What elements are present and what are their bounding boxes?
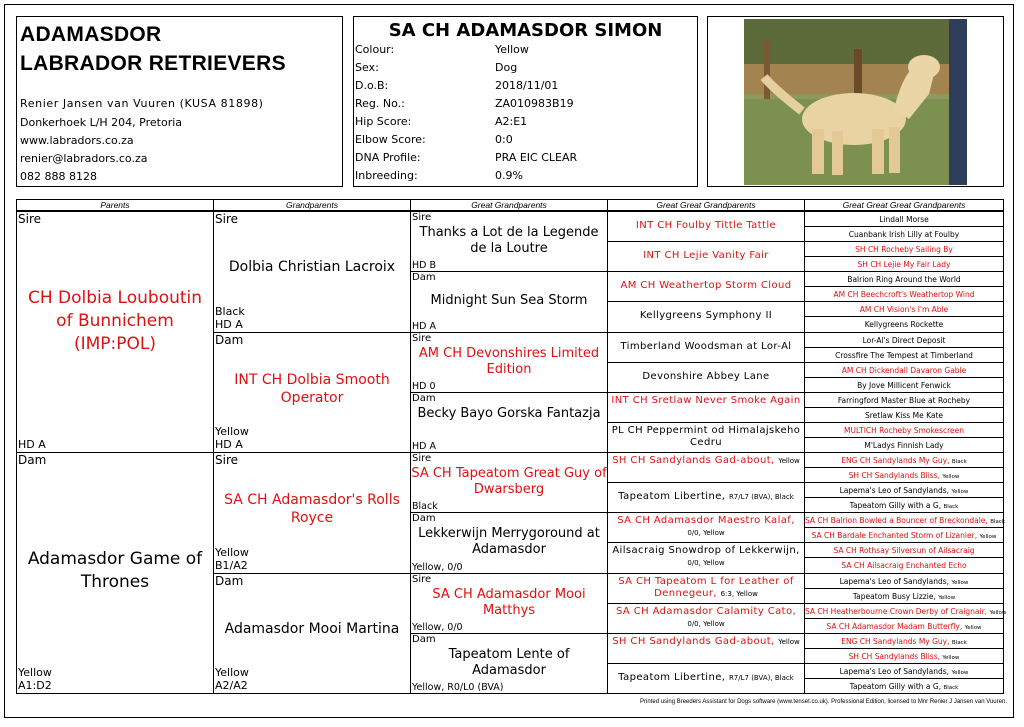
gg-grandparent-text: Timberland Woodsman at Lor-Al <box>620 340 792 352</box>
pedigree-cell[interactable] <box>804 256 1004 272</box>
grandparent-score: HD A <box>215 438 243 451</box>
grandparent-score: B1/A2 <box>215 558 248 572</box>
address: Donkerhoek L/H 204, Pretoria <box>20 116 183 129</box>
pedigree-cell[interactable] <box>607 211 805 242</box>
pedigree-cell[interactable] <box>804 226 1004 242</box>
great-grandparent-role: Dam <box>412 513 436 525</box>
ggg-grandparent-text: Crossfire The Tempest at Timberland <box>835 350 973 360</box>
dog-field-label: D.o.B: <box>355 79 389 92</box>
gg-grandparent-name[interactable] <box>608 545 804 569</box>
gg-grandparent-text: INT CH Sretlaw Never Smoke Again <box>611 394 801 406</box>
gg-grandparent-text: INT CH Foulby Tittle Tattle <box>635 220 777 231</box>
ggg-grandparent-name[interactable] <box>805 592 1003 603</box>
gg-grandparent-text: AM CH Weathertop Storm Cloud <box>620 280 792 292</box>
ggg-grandparent-sub: Black <box>951 639 967 646</box>
pedigree-cell[interactable] <box>213 452 411 574</box>
pedigree-cell[interactable] <box>804 467 1004 483</box>
ggg-grandparent-text: ENG CH Sandylands My Guy, <box>841 636 950 646</box>
pedigree-cell[interactable] <box>804 618 1004 634</box>
gg-grandparent-text: Ailsacraig Snowdrop of Lekkerwijn, <box>612 545 800 557</box>
pedigree-cell[interactable] <box>804 301 1004 317</box>
grandparent-role: Sire <box>215 212 239 226</box>
pedigree-cell[interactable] <box>607 241 805 272</box>
ggg-grandparent-sub: Black <box>943 504 959 511</box>
ggg-grandparent-name[interactable] <box>805 426 1003 436</box>
ggg-grandparent-name[interactable] <box>805 546 1003 556</box>
pedigree-cell[interactable] <box>607 452 805 483</box>
ggg-grandparent-text: SA CH Adamasdor Madam Butterfly, <box>826 621 963 631</box>
grandparent-role: Sire <box>215 453 239 467</box>
grandparent-name[interactable]: SA CH Adamasdor's Rolls Royce <box>224 492 400 526</box>
ggg-grandparent-text: SA CH Bardale Enchanted Storm of Lizanier, <box>811 531 978 541</box>
great-grandparent-name[interactable]: Becky Bayo Gorska Fantazja <box>417 405 601 421</box>
dog-field-label: Colour: <box>355 43 395 56</box>
ggg-grandparent-sub: Yellow <box>938 594 956 601</box>
dog-field-value: ZA010983B19 <box>495 97 574 110</box>
ggg-grandparent-text: Balrion Ring Around the World <box>847 275 961 285</box>
pedigree-cell[interactable] <box>804 648 1004 664</box>
pedigree-cell[interactable] <box>804 211 1004 227</box>
ggg-grandparent-text: Tapeatom Gilly with a G, <box>849 501 942 511</box>
great-grandparent-footnote: HD A <box>412 320 436 332</box>
ggg-grandparent-sub: Yellow <box>989 609 1007 616</box>
ggg-grandparent-sub: Black <box>951 459 967 465</box>
ggg-grandparent-text: Kellygreens Rockette <box>864 320 944 330</box>
gg-grandparent-name[interactable] <box>608 455 804 467</box>
column-header: Great Great Grandparents <box>607 199 805 211</box>
ggg-grandparent-name[interactable] <box>805 561 1003 571</box>
pedigree-cell[interactable] <box>804 482 1004 498</box>
grandparent-name[interactable]: Adamasdor Mooi Martina <box>224 620 400 637</box>
grandparent-score: A2/A2 <box>215 679 248 692</box>
ggg-grandparent-text: SA CH Ailsacraig Enchanted Echo <box>841 561 967 571</box>
pedigree-cell[interactable] <box>804 603 1007 619</box>
ggg-grandparent-text: Lapema's Leo of Sandylands, <box>839 666 950 676</box>
dog-field-label: Hip Score: <box>355 115 412 128</box>
ggg-grandparent-name[interactable] <box>805 471 1003 482</box>
great-grandparent-footnote: Yellow, 0/0 <box>412 561 463 573</box>
ggg-grandparent-name[interactable] <box>805 336 1003 346</box>
ggg-grandparent-text: SH CH Lejie My Fair Lady <box>857 260 951 270</box>
ggg-grandparent-text: SA CH Rothsay Silversun of Ailsacraig <box>833 546 975 556</box>
ggg-grandparent-sub: Black <box>990 519 1006 526</box>
gg-grandparent-sub: Yellow <box>778 457 800 465</box>
ggg-grandparent-name[interactable] <box>805 245 1003 255</box>
pedigree-cell[interactable] <box>410 633 608 694</box>
gg-grandparent-sub: 6:3, Yellow <box>720 589 758 598</box>
pedigree-cell[interactable] <box>804 362 1004 378</box>
ggg-grandparent-name[interactable] <box>805 381 1003 391</box>
ggg-grandparent-name[interactable] <box>805 351 1003 361</box>
ggg-grandparent-sub: Yellow <box>964 624 982 631</box>
dog-field-value: 0:0 <box>495 133 513 146</box>
ggg-grandparent-name[interactable] <box>805 275 1003 285</box>
parent-colour: Yellow <box>18 666 52 679</box>
pedigree-cell[interactable] <box>804 588 1004 604</box>
ggg-grandparent-text: AM CH Vision's I'm Able <box>859 305 949 315</box>
pedigree-cell[interactable] <box>410 573 608 634</box>
ggg-grandparent-text: AM CH Dickendall Davaron Gable <box>841 365 967 375</box>
great-grandparent-role: Sire <box>412 453 432 464</box>
gg-grandparent-name[interactable] <box>608 636 804 648</box>
great-grandparent-name[interactable]: Thanks a Lot de la Legende de la Loutre <box>419 225 599 256</box>
ggg-grandparent-text: Sretlaw Kiss Me Kate <box>864 410 944 420</box>
dog-field-value: Yellow <box>495 43 529 56</box>
ggg-grandparent-text: Farringford Master Blue at Rocheby <box>837 395 971 405</box>
pedigree-cell[interactable] <box>607 542 805 573</box>
pedigree-cell[interactable] <box>804 316 1004 332</box>
ggg-grandparent-name[interactable] <box>805 260 1003 270</box>
column-header: Great Great Great Grandparents <box>804 199 1004 211</box>
ggg-grandparent-text: MULTICH Rocheby Smokescreen <box>844 425 964 435</box>
ggg-grandparent-name[interactable] <box>805 516 1006 527</box>
ggg-grandparent-text: M'Ladys Finnish Lady <box>864 440 944 450</box>
parent-name[interactable]: Adamasdor Game of Thrones <box>27 549 203 592</box>
website-link[interactable]: www.labradors.co.za <box>20 134 134 147</box>
ggg-grandparent-name[interactable] <box>805 366 1003 376</box>
ggg-grandparent-sub: Yellow <box>942 654 960 661</box>
ggg-grandparent-text: ENG CH Sandylands My Guy, <box>841 456 950 465</box>
ggg-grandparent-name[interactable] <box>805 622 1003 633</box>
pedigree-cell[interactable] <box>213 332 411 454</box>
gg-grandparent-name[interactable] <box>608 220 804 232</box>
pedigree-cell[interactable] <box>804 377 1004 393</box>
gg-grandparent-name[interactable] <box>608 341 804 353</box>
gg-grandparent-text: Devonshire Abbey Lane <box>642 370 770 382</box>
ggg-grandparent-text: Lor-Al's Direct Deposit <box>862 335 946 345</box>
kennel-info-box <box>16 16 343 187</box>
grandparent-colour: Yellow <box>215 425 249 438</box>
great-grandparent-footnote: Yellow, 0/0 <box>412 621 463 633</box>
dog-field-value: 0.9% <box>495 169 523 182</box>
gg-grandparent-name[interactable] <box>608 606 804 630</box>
ggg-grandparent-name[interactable] <box>805 230 1003 240</box>
gg-grandparent-name[interactable] <box>608 491 804 503</box>
gg-grandparent-name[interactable] <box>608 371 804 383</box>
column-header: Great Grandparents <box>410 199 608 211</box>
pedigree-cell[interactable] <box>804 573 1004 589</box>
ggg-grandparent-text: Tapeatom Gilly with a G, <box>849 681 942 691</box>
gg-grandparent-text: SH CH Sandylands Gad-about, <box>612 455 775 466</box>
pedigree-cell[interactable] <box>607 362 805 393</box>
ggg-grandparent-name[interactable] <box>805 531 1003 542</box>
pedigree-cell[interactable] <box>410 271 608 332</box>
dog-field-value: PRA EIC CLEAR <box>495 151 578 164</box>
dog-field-label: DNA Profile: <box>355 151 421 164</box>
footer-note: Printed using Breeders Assistant for Dogs software (www.tenset.co.uk). Professional Edition, licensed to Mnr Renier J Jansen van Vuuren. <box>640 699 1007 705</box>
ggg-grandparent-sub: Yellow <box>951 579 969 586</box>
pedigree-cell[interactable] <box>607 603 805 634</box>
pedigree-cell[interactable] <box>804 271 1004 287</box>
pedigree-cell[interactable] <box>607 482 805 513</box>
kennel-title <box>20 20 286 78</box>
pedigree-cell[interactable] <box>213 211 411 333</box>
ggg-grandparent-sub: Yellow <box>942 474 960 481</box>
column-header: Grandparents <box>213 199 411 211</box>
grandparent-name[interactable]: INT CH Dolbia Smooth Operator <box>234 371 390 406</box>
ggg-grandparent-name[interactable] <box>805 667 1003 678</box>
grandparent-colour: Black <box>215 304 245 318</box>
gg-grandparent-name[interactable] <box>608 672 804 684</box>
great-grandparent-role: Sire <box>412 212 432 223</box>
dog-field-label: Reg. No.: <box>355 97 405 110</box>
gg-grandparent-sub: 0/0, Yellow <box>687 529 725 538</box>
gg-grandparent-name[interactable] <box>608 425 804 449</box>
ggg-grandparent-name[interactable] <box>805 290 1003 300</box>
ggg-grandparent-name[interactable] <box>805 215 1003 225</box>
grandparent-name[interactable]: Dolbia Christian Lacroix <box>228 259 396 275</box>
pedigree-cell[interactable] <box>804 286 1004 302</box>
ggg-grandparent-name[interactable] <box>805 577 1003 588</box>
ggg-grandparent-text: Cuanbank Irish Lilly at Foulby <box>848 230 960 240</box>
dog-title: SA CH ADAMASDOR SIMON <box>388 20 663 41</box>
ggg-grandparent-name[interactable] <box>805 637 1003 648</box>
gg-grandparent-sub: Yellow <box>778 637 800 646</box>
grandparent-role: Dam <box>215 332 244 347</box>
pedigree-cell[interactable] <box>410 512 608 573</box>
great-grandparent-name[interactable]: Lekkerwijn Merrygoround at Adamasdor <box>418 526 600 558</box>
dog-field-label: Inbreeding: <box>355 169 418 182</box>
grandparent-colour: Yellow <box>215 666 249 679</box>
gg-grandparent-text: PL CH Peppermint od Himalajskeho Cedru <box>611 424 801 448</box>
pedigree-cell[interactable] <box>410 452 608 513</box>
owner-name: Renier Jansen van Vuuren (KUSA 81898) <box>20 97 264 110</box>
dog-photo <box>744 19 967 185</box>
ggg-grandparent-text: Lindall Morse <box>879 215 929 224</box>
pedigree-cell[interactable] <box>804 332 1004 348</box>
ggg-grandparent-text: Tapeatom Busy Lizzie, <box>852 591 936 601</box>
email-link[interactable]: renier@labradors.co.za <box>20 152 148 165</box>
ggg-grandparent-name[interactable] <box>805 441 1003 451</box>
great-grandparent-name[interactable]: SA CH Tapeatom Great Guy of Dwarsberg <box>411 466 607 497</box>
pedigree-cell[interactable] <box>410 392 608 453</box>
great-grandparent-name[interactable]: Tapeatom Lente of Adamasdor <box>448 646 570 678</box>
gg-grandparent-text: SA CH Adamasdor Calamity Cato, <box>615 605 797 617</box>
pedigree-cell[interactable] <box>410 211 608 272</box>
ggg-grandparent-text: By Jove Millicent Fenwick <box>857 380 951 390</box>
pedigree-cell[interactable] <box>804 241 1004 257</box>
pedigree-cell[interactable] <box>607 663 805 694</box>
great-grandparent-role: Dam <box>412 392 436 404</box>
pedigree-cell[interactable] <box>804 422 1004 438</box>
pedigree-cell[interactable] <box>607 301 805 332</box>
gg-grandparent-name[interactable] <box>608 250 804 262</box>
ggg-grandparent-sub: Yellow <box>979 534 997 541</box>
kennel-title-line1: ADAMASDOR <box>20 23 162 46</box>
gg-grandparent-text: SA CH Adamasdor Maestro Kalaf, <box>617 515 795 527</box>
gg-grandparent-text: Tapeatom Libertine, <box>618 671 726 683</box>
gg-grandparent-text: SH CH Sandylands Gad-about, <box>612 635 775 647</box>
pedigree-cell[interactable] <box>607 573 805 604</box>
great-grandparent-footnote: HD B <box>412 260 436 272</box>
pedigree-cell[interactable] <box>16 452 214 694</box>
gg-grandparent-name[interactable] <box>608 280 804 292</box>
pedigree-cell[interactable] <box>804 512 1004 528</box>
ggg-grandparent-name[interactable] <box>805 320 1003 330</box>
great-grandparent-footnote: HD A <box>412 441 436 452</box>
pedigree-cell[interactable] <box>16 211 214 453</box>
great-grandparent-footnote: HD 0 <box>412 380 436 392</box>
dog-field-value: Dog <box>495 61 518 74</box>
gg-grandparent-text: SA CH Tapeatom L for Leather of Dennegeur, <box>618 575 794 599</box>
great-grandparent-footnote: Black <box>412 501 438 513</box>
gg-grandparent-sub: R7/L7 (BVA), Black <box>728 493 794 502</box>
pedigree-cell[interactable] <box>410 332 608 393</box>
gg-grandparent-name[interactable] <box>608 395 804 407</box>
ggg-grandparent-name[interactable] <box>805 501 1003 512</box>
dog-field-value: A2:E1 <box>495 115 528 128</box>
ggg-grandparent-text: SH CH Sandylands Bliss, <box>848 651 941 661</box>
parent-score: HD A <box>18 438 46 451</box>
great-grandparent-name[interactable]: AM CH Devonshires Limited Edition <box>418 345 600 377</box>
ggg-grandparent-text: SA CH Balrion Bowled a Bouncer of Breckondale, <box>805 516 988 526</box>
gg-grandparent-name[interactable] <box>608 310 804 322</box>
dog-info-box <box>353 16 698 187</box>
pedigree-cell[interactable] <box>607 271 805 302</box>
ggg-grandparent-name[interactable] <box>805 606 1007 618</box>
ggg-grandparent-name[interactable] <box>805 652 1003 663</box>
gg-grandparent-text: INT CH Lejie Vanity Fair <box>643 250 769 262</box>
pedigree-cell[interactable] <box>607 512 805 543</box>
ggg-grandparent-text: SA CH Heatherbourne Crown Derby of Craignair, <box>805 606 988 616</box>
pedigree-cell[interactable] <box>804 678 1004 694</box>
dog-photo-icon <box>744 19 967 185</box>
great-grandparent-role: Dam <box>412 272 436 284</box>
pedigree-cell[interactable] <box>804 347 1004 363</box>
parent-score: A1:D2 <box>18 679 52 692</box>
ggg-grandparent-name[interactable] <box>805 411 1003 421</box>
dog-field-label: Sex: <box>355 61 379 74</box>
pedigree-cell[interactable] <box>607 392 805 423</box>
parent-role: Sire <box>18 212 42 226</box>
ggg-grandparent-text: SH CH Rocheby Sailing By <box>855 245 953 255</box>
pedigree-cell[interactable] <box>804 633 1004 649</box>
ggg-grandparent-name[interactable] <box>805 682 1003 693</box>
great-grandparent-footnote: Yellow, R0/L0 (BVA) <box>412 682 504 693</box>
grandparent-score: HD A <box>215 317 243 331</box>
pedigree-cell[interactable] <box>804 557 1004 573</box>
gg-grandparent-sub: 0/0, Yellow <box>687 559 725 568</box>
pedigree-cell[interactable] <box>804 542 1004 558</box>
great-grandparent-role: Sire <box>412 573 432 585</box>
pedigree-cell[interactable] <box>804 527 1004 543</box>
ggg-grandparent-name[interactable] <box>805 396 1003 406</box>
grandparent-colour: Yellow <box>215 545 249 559</box>
parent-role: Dam <box>18 453 47 467</box>
pedigree-cell[interactable] <box>213 573 411 695</box>
ggg-grandparent-name[interactable] <box>805 456 1003 467</box>
pedigree-cell[interactable] <box>804 663 1004 679</box>
ggg-grandparent-sub: Black <box>943 684 959 691</box>
ggg-grandparent-sub: Yellow <box>951 489 969 496</box>
pedigree-cell[interactable] <box>804 392 1004 408</box>
great-grandparent-name[interactable]: Midnight Sun Sea Storm <box>430 293 588 309</box>
gg-grandparent-sub: 0/0, Yellow <box>687 619 725 628</box>
ggg-grandparent-name[interactable] <box>805 486 1003 497</box>
pedigree-cell[interactable] <box>804 407 1004 423</box>
gg-grandparent-name[interactable] <box>608 515 804 539</box>
pedigree-cell[interactable] <box>607 332 805 363</box>
ggg-grandparent-text: Lapema's Leo of Sandylands, <box>839 486 950 496</box>
dog-field-label: Elbow Score: <box>355 133 426 146</box>
grandparent-role: Dam <box>215 573 244 588</box>
ggg-grandparent-text: AM CH Beechcroft's Weathertop Wind <box>833 290 975 300</box>
pedigree-cell[interactable] <box>607 633 805 664</box>
ggg-grandparent-text: Lapema's Leo of Sandylands, <box>839 576 950 586</box>
pedigree-cell[interactable] <box>804 497 1004 513</box>
phone-number: 082 888 8128 <box>20 170 97 183</box>
gg-grandparent-text: Tapeatom Libertine, <box>618 491 726 503</box>
pedigree-table <box>16 199 1007 693</box>
dog-field-value: 2018/11/01 <box>495 79 559 92</box>
gg-grandparent-text: Kellygreens Symphony II <box>639 310 773 322</box>
pedigree-cell[interactable] <box>804 437 1004 453</box>
kennel-title-line2: LABRADOR RETRIEVERS <box>20 52 286 75</box>
great-grandparent-name[interactable]: SA CH Adamasdor Mooi Matthys <box>432 586 586 618</box>
ggg-grandparent-name[interactable] <box>805 305 1003 315</box>
great-grandparent-role: Sire <box>412 332 432 344</box>
parent-name[interactable]: CH Dolbia Louboutin of Bunnichem (IMP:POL) <box>27 288 203 354</box>
ggg-grandparent-text: SH CH Sandylands Bliss, <box>848 471 941 481</box>
gg-grandparent-sub: R7/L7 (BVA), Black <box>728 673 794 682</box>
ggg-grandparent-sub: Yellow <box>951 669 969 676</box>
gg-grandparent-name[interactable] <box>608 576 804 600</box>
pedigree-cell[interactable] <box>804 452 1004 468</box>
great-grandparent-role: Dam <box>412 633 436 645</box>
pedigree-cell[interactable] <box>607 422 805 453</box>
column-header: Parents <box>16 199 214 211</box>
